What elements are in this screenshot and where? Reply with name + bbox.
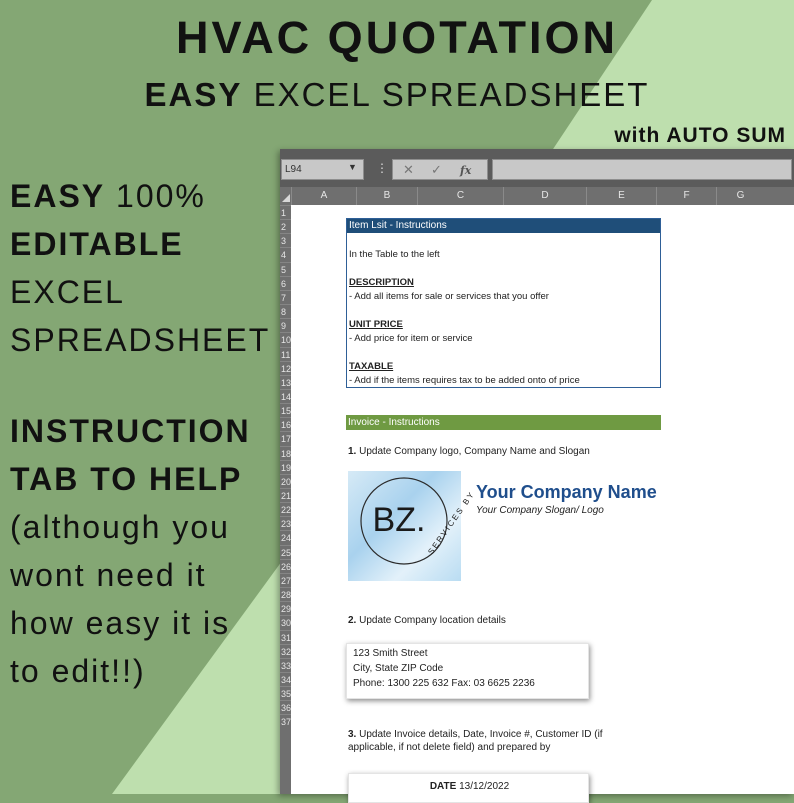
tagline: [614, 124, 786, 148]
address-box: [346, 643, 589, 699]
step-3-line-1: Update Invoice details, Date, Invoice #, Customer ID (if: [359, 729, 603, 740]
column-header: [280, 187, 794, 205]
row-header-cell[interactable]: 27: [280, 573, 291, 587]
row-header-cell[interactable]: 37: [280, 714, 291, 728]
row-header-cell[interactable]: 14: [280, 389, 291, 403]
feature-line-3: EXCEL: [10, 274, 125, 310]
address-street: 123 Smith Street: [353, 648, 428, 659]
name-box[interactable]: L94: [281, 159, 364, 180]
row-header-cell[interactable]: 1: [280, 205, 291, 219]
feature-line-2: EDITABLE: [10, 226, 184, 262]
subtitle-bold: EASY: [144, 76, 243, 113]
formula-bar: [280, 149, 794, 187]
page-title: HVAC QUOTATION: [176, 12, 618, 63]
row-header-cell[interactable]: 36: [280, 700, 291, 714]
date-field: [349, 781, 590, 792]
instruction-copy: [10, 407, 251, 695]
feature-copy: [10, 172, 270, 364]
row-header-cell[interactable]: 19: [280, 460, 291, 474]
instruction-line-2: TAB TO HELP: [10, 461, 243, 497]
row-header-cell[interactable]: 31: [280, 630, 291, 644]
step-3-number: 3.: [348, 729, 357, 740]
address-phone: Phone: 1300 225 632 Fax: 03 6625 2236: [353, 678, 535, 689]
row-header-cell[interactable]: 15: [280, 403, 291, 417]
feature-line-1-rest: 100%: [116, 178, 206, 214]
row-header-cell[interactable]: 3: [280, 233, 291, 247]
instruction-line-3: (although you: [10, 509, 230, 545]
row-header-cell[interactable]: 20: [280, 474, 291, 488]
tagline-bold: AUTO SUM: [666, 124, 786, 147]
instruction-line-4: wont need it: [10, 557, 207, 593]
row-header-cell[interactable]: 23: [280, 516, 291, 530]
row-header-cell[interactable]: 8: [280, 304, 291, 318]
row-header-cell[interactable]: 2: [280, 219, 291, 233]
check-icon[interactable]: ✓: [431, 162, 442, 177]
row-header-cell[interactable]: 26: [280, 559, 291, 573]
company-logo[interactable]: [348, 471, 477, 581]
spreadsheet-window: [280, 149, 794, 794]
row-header-cell[interactable]: 25: [280, 545, 291, 559]
step-1-text: Update Company logo, Company Name and Slogan: [359, 446, 590, 457]
item-list-header: Item Lsit - Instructions: [347, 219, 660, 233]
row-header-cell[interactable]: 33: [280, 658, 291, 672]
description-title: DESCRIPTION: [349, 277, 414, 288]
page-subtitle: [0, 76, 794, 114]
row-header-cell[interactable]: 30: [280, 615, 291, 629]
row-header: [280, 205, 291, 794]
function-icon[interactable]: fx: [460, 164, 472, 177]
step-2: [348, 615, 506, 626]
subtitle-rest: EXCEL SPREADSHEET: [253, 76, 650, 113]
column-header-cell[interactable]: B: [356, 187, 417, 205]
column-header-cell[interactable]: E: [586, 187, 656, 205]
row-header-cell[interactable]: 5: [280, 262, 291, 276]
step-3-line-2: applicable, if not delete field) and prepared by: [348, 742, 551, 753]
feature-line-4: SPREADSHEET: [10, 322, 271, 358]
company-slogan: Your Company Slogan/ Logo: [476, 505, 604, 516]
invoice-instructions-header: Invoice - Instructions: [346, 415, 661, 430]
row-header-cell[interactable]: 22: [280, 502, 291, 516]
feature-line-1-bold: EASY: [10, 178, 106, 214]
row-header-cell[interactable]: 28: [280, 587, 291, 601]
step-1: [348, 446, 590, 457]
column-header-cell[interactable]: D: [503, 187, 586, 205]
date-label: DATE: [429, 781, 457, 792]
logo-arc-text: SERVICES BY: [426, 489, 477, 557]
company-name: Your Company Name: [476, 482, 657, 502]
row-header-cell[interactable]: 11: [280, 347, 291, 361]
row-header-cell[interactable]: 34: [280, 672, 291, 686]
formula-input[interactable]: [492, 159, 792, 180]
column-header-cell[interactable]: G: [716, 187, 764, 205]
column-header-cell[interactable]: C: [417, 187, 503, 205]
row-header-cell[interactable]: 13: [280, 375, 291, 389]
chevron-down-icon[interactable]: ▼: [348, 162, 357, 172]
date-value[interactable]: 13/12/2022: [459, 781, 510, 792]
column-header-cell[interactable]: A: [291, 187, 356, 205]
taxable-text: - Add if the items requires tax to be added onto of price: [349, 375, 580, 386]
address-city: City, State ZIP Code: [353, 663, 444, 674]
step-1-number: 1.: [348, 446, 357, 457]
row-header-cell[interactable]: 32: [280, 644, 291, 658]
row-header-cell[interactable]: 21: [280, 488, 291, 502]
row-header-cell[interactable]: 29: [280, 601, 291, 615]
feature-line-1: [10, 172, 270, 220]
item-list-instructions: [346, 218, 661, 388]
tagline-prefix: with: [614, 124, 661, 147]
unit-price-title: UNIT PRICE: [349, 319, 403, 330]
row-header-cell[interactable]: 4: [280, 247, 291, 261]
instruction-line-5: how easy it is: [10, 605, 231, 641]
row-header-cell[interactable]: 9: [280, 318, 291, 332]
select-all-icon[interactable]: [282, 194, 290, 202]
row-header-cell[interactable]: 17: [280, 431, 291, 445]
column-header-cell[interactable]: F: [656, 187, 716, 205]
step-3: [348, 729, 603, 740]
row-header-cell[interactable]: 7: [280, 290, 291, 304]
taxable-title: TAXABLE: [349, 361, 394, 372]
date-box: [348, 773, 589, 803]
formula-buttons: [392, 159, 488, 180]
row-header-cell[interactable]: 10: [280, 332, 291, 346]
step-2-text: Update Company location details: [359, 615, 506, 626]
row-header-cell[interactable]: 16: [280, 417, 291, 431]
description-text: - Add all items for sale or services that you offer: [349, 291, 549, 302]
unit-price-text: - Add price for item or service: [349, 333, 473, 344]
row-header-cell[interactable]: 24: [280, 530, 291, 544]
row-header-cell[interactable]: 18: [280, 446, 291, 460]
item-intro: In the Table to the left: [349, 249, 440, 260]
row-header-cell[interactable]: 6: [280, 276, 291, 290]
instruction-line-6: to edit!!): [10, 653, 146, 689]
step-2-number: 2.: [348, 615, 357, 626]
row-header-cell[interactable]: 12: [280, 361, 291, 375]
row-header-cell[interactable]: 35: [280, 686, 291, 700]
close-icon[interactable]: ✕: [403, 162, 414, 177]
more-options-icon[interactable]: ⋮: [376, 161, 388, 175]
logo-monogram: BZ.: [372, 501, 426, 539]
instruction-line-1: INSTRUCTION: [10, 413, 251, 449]
